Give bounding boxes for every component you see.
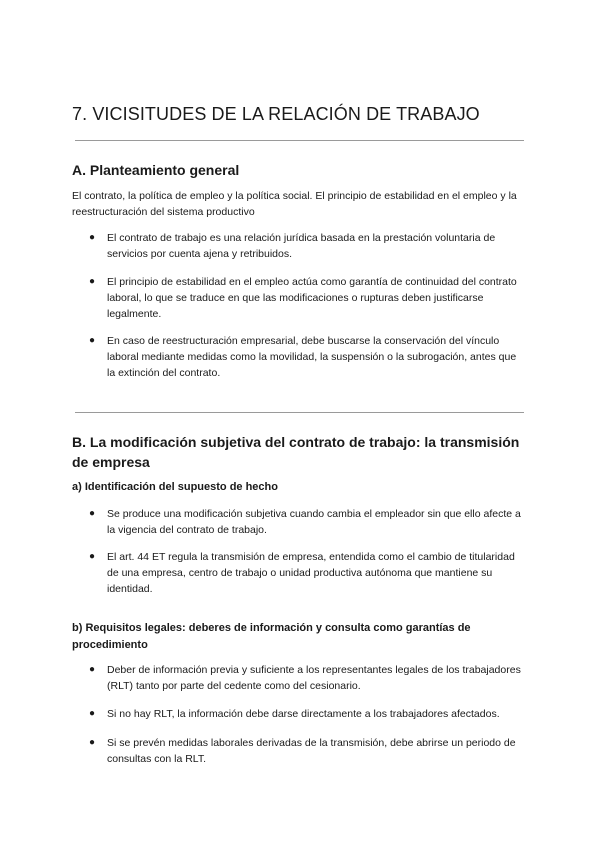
list-item: ● El principio de estabilidad en el empleo actúa como garantía de continuidad del contrato laboral, lo que se traduce en que las modificaciones o rupturas deben justificarse legalmente. bbox=[89, 276, 517, 320]
bullet-icon: ● bbox=[89, 664, 96, 675]
bullet-icon: ● bbox=[89, 232, 96, 243]
bullet-icon: ● bbox=[89, 551, 96, 562]
list-item: ● Si se prevén medidas laborales derivadas de la transmisión, debe abrirse un periodo de consultas con la RLT. bbox=[89, 737, 516, 765]
bullet-icon: ● bbox=[89, 276, 96, 287]
list-item: ● En caso de reestructuración empresarial, debe buscarse la conservación del vínculo laboral mediante medidas como la movilidad, la suspensión o la subrogación, antes que la extinción del contrato. bbox=[89, 335, 517, 379]
list-item: ● Se produce una modificación subjetiva cuando cambia el empleador sin que ello afecte a la vigencia del contrato de trabajo. bbox=[89, 508, 521, 536]
divider bbox=[75, 412, 524, 413]
list-item: ● El contrato de trabajo es una relación jurídica basada en la prestación voluntaria de servicios por cuenta ajena y retribuidos. bbox=[89, 232, 496, 260]
section-a-intro: El contrato, la política de empleo y la política social. El principio de estabilidad en el empleo y la reestructuración del sistema productivo bbox=[72, 190, 517, 218]
subsection-a-heading: a) Identificación del supuesto de hecho bbox=[72, 481, 278, 493]
bullet-icon: ● bbox=[89, 708, 96, 719]
section-a-heading: A. Planteamiento general bbox=[72, 162, 240, 178]
list-item: ● El art. 44 ET regula la transmisión de empresa, entendida como el cambio de titularidad de una empresa, centro de trabajo o unidad productiva autónoma que mantiene su identidad. bbox=[89, 551, 515, 595]
bullet-icon: ● bbox=[89, 508, 96, 519]
bullet-icon: ● bbox=[89, 335, 96, 346]
list-item: ● Deber de información previa y suficiente a los representantes legales de los trabajadores (RLT) tanto por parte del cedente como del cesionario. bbox=[89, 664, 521, 692]
section-b-heading: B. La modificación subjetiva del contrato de trabajo: la transmisión de empresa bbox=[72, 434, 520, 470]
subsection-b-heading: b) Requisitos legales: deberes de información y consulta como garantías de procedimiento bbox=[72, 622, 471, 651]
divider bbox=[75, 140, 524, 141]
bullet-icon: ● bbox=[89, 737, 96, 748]
page-title: 7. VICISITUDES DE LA RELACIÓN DE TRABAJO bbox=[72, 104, 480, 124]
list-item: ● Si no hay RLT, la información debe darse directamente a los trabajadores afectados. bbox=[89, 708, 500, 720]
